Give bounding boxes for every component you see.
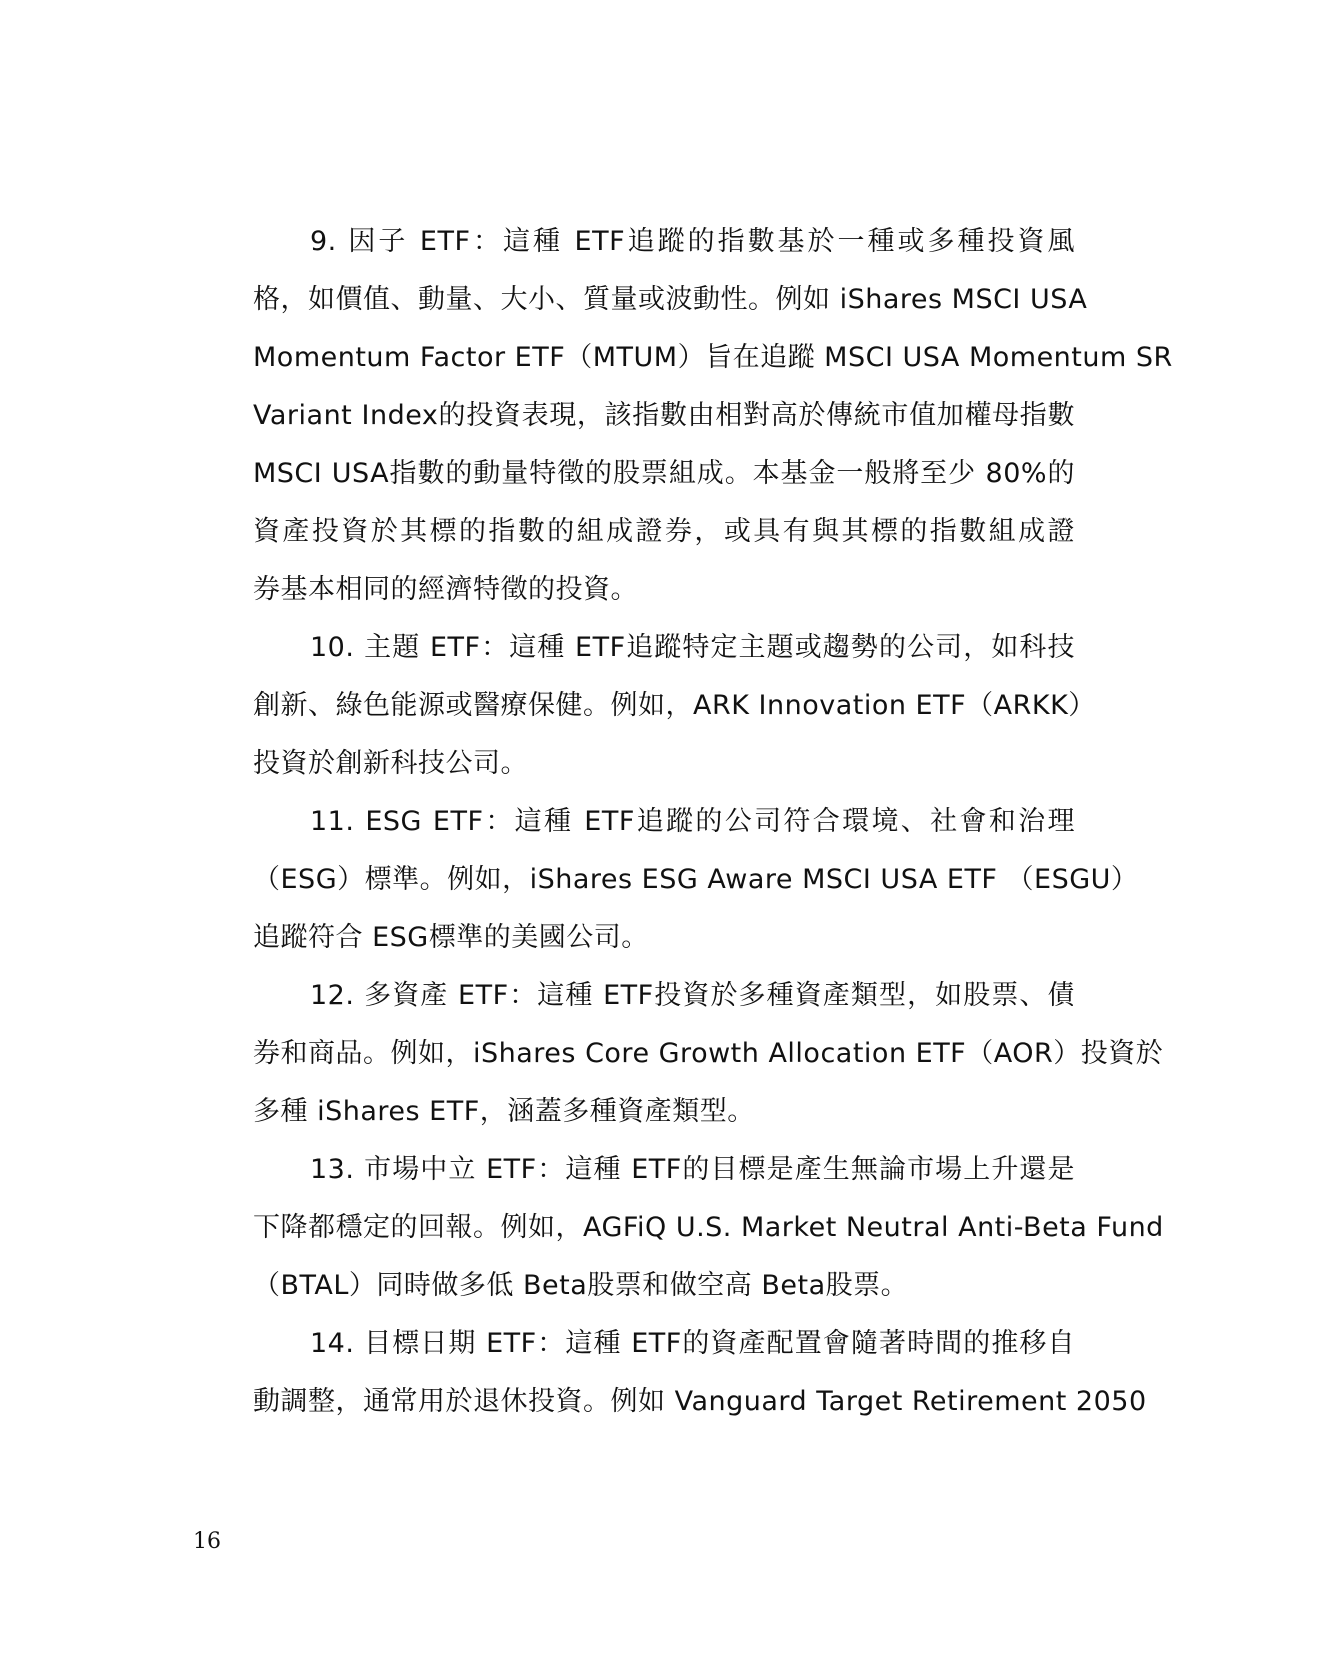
text-line: Momentum Factor ETF（MTUM）旨在追蹤 MSCI USA Momentum SR bbox=[253, 342, 1173, 373]
text-line: 格，如價值、動量、大小、質量或波動性。例如 iShares MSCI USA bbox=[253, 284, 1088, 315]
text-line: 投資於創新科技公司。 bbox=[253, 748, 528, 779]
text-line: 券基本相同的經濟特徵的投資。 bbox=[253, 574, 638, 605]
text-line: Variant Index的投資表現，該指數由相對高於傳統市值加權母指數 bbox=[253, 400, 1075, 431]
text-line: 資產投資於其標的指數的組成證券，或具有與其標的指數組成證 bbox=[253, 516, 1075, 547]
page-number: 16 bbox=[193, 1529, 221, 1554]
text-line: 9. 因子 ETF：這種 ETF追蹤的指數基於一種或多種投資風 bbox=[310, 226, 1075, 257]
text-line: 創新、綠色能源或醫療保健。例如，ARK Innovation ETF（ARKK） bbox=[253, 690, 1096, 721]
text-line: 12. 多資產 ETF：這種 ETF投資於多種資產類型，如股票、債 bbox=[310, 980, 1075, 1011]
text-line: 多種 iShares ETF，涵蓋多種資產類型。 bbox=[253, 1096, 755, 1127]
text-line: 11. ESG ETF：這種 ETF追蹤的公司符合環境、社會和治理 bbox=[310, 806, 1075, 837]
text-line: 下降都穩定的回報。例如，AGFiQ U.S. Market Neutral Anti-Beta Fund bbox=[253, 1212, 1164, 1243]
text-line: 10. 主題 ETF：這種 ETF追蹤特定主題或趨勢的公司，如科技 bbox=[310, 632, 1075, 663]
text-line: 券和商品。例如，iShares Core Growth Allocation ETF（AOR）投資於 bbox=[253, 1038, 1164, 1069]
text-line: 14. 目標日期 ETF：這種 ETF的資產配置會隨著時間的推移自 bbox=[310, 1328, 1075, 1359]
text-line: 動調整，通常用於退休投資。例如 Vanguard Target Retirement 2050 bbox=[253, 1386, 1147, 1417]
text-line: （BTAL）同時做多低 Beta股票和做空高 Beta股票。 bbox=[253, 1270, 909, 1301]
text-line: （ESG）標準。例如，iShares ESG Aware MSCI USA ETF （ESGU） bbox=[253, 864, 1139, 895]
text-line: 追蹤符合 ESG標準的美國公司。 bbox=[253, 922, 649, 953]
text-line: MSCI USA指數的動量特徵的股票組成。本基金一般將至少 80%的 bbox=[253, 458, 1075, 489]
text-line: 13. 市場中立 ETF：這種 ETF的目標是產生無論市場上升還是 bbox=[310, 1154, 1075, 1185]
